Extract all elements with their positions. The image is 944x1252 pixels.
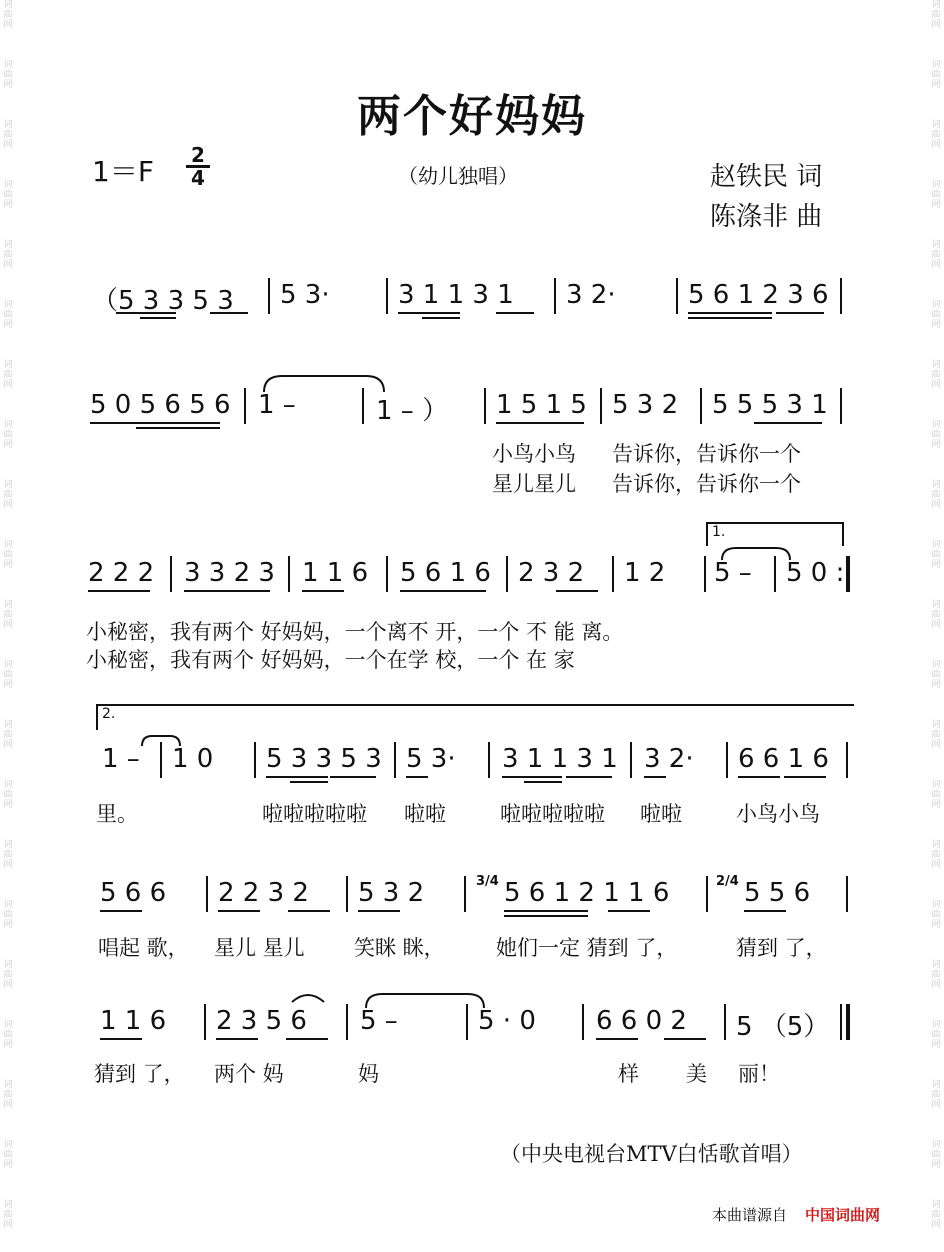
measure: 1 2 [624,558,666,588]
lyric: 妈 [358,1062,379,1086]
meter-change: 3/4 [476,874,499,889]
lyric: 告诉你，告诉你一个 [612,442,801,466]
watermark-text: 词 曲 网 [931,900,941,930]
measure: 3 1 1 3 1 [398,280,514,310]
staff-line-1 [0,270,944,350]
watermark-text: 词 曲 网 [3,240,13,270]
source-note: （中央电视台MTV白恬歌首唱） [500,1142,803,1166]
measure: 2 2 2 [88,558,155,588]
watermark-text: 词 曲 网 [931,1200,941,1230]
meter-change: 2/4 [716,874,739,889]
watermark-text: 词 曲 网 [3,960,13,990]
watermark-text: 词 曲 网 [3,720,13,750]
watermark-text: 词 曲 网 [3,780,13,810]
watermark-text: 词 曲 网 [931,60,941,90]
measure: 5 – [360,1006,398,1036]
measure: 5 3· [406,744,456,774]
watermark-text: 词 曲 网 [3,840,13,870]
measure: 5 0 : [786,558,845,588]
lyric: 样 [618,1062,639,1086]
lyric: 小鸟小鸟 [492,442,576,466]
watermark-text: 词 曲 网 [3,600,13,630]
measure: 5 · 0 [478,1006,536,1036]
measure: 1 5 1 5 [496,390,587,420]
measure: 5 3 2 [358,878,425,908]
watermark-text: 词 曲 网 [931,600,941,630]
staff-line-3 [0,520,944,670]
measure: 1 1 6 [302,558,369,588]
measure: 1 – ） [376,396,449,426]
lyric: 告诉你，告诉你一个 [612,472,801,496]
measure: 6 6 0 2 [596,1006,687,1036]
watermark-text: 词 曲 网 [3,360,13,390]
measure: 5 （5） [736,1012,830,1042]
lyric: 啦啦 [404,802,446,826]
key-signature: 1＝F [92,155,154,188]
watermark-text: 词 曲 网 [931,420,941,450]
watermark-text: 词 曲 网 [3,660,13,690]
staff-line-4 [0,700,944,830]
watermark-text: 词 曲 网 [3,1080,13,1110]
measure: 1 – [258,390,296,420]
measure: 3 2· [644,744,694,774]
lyric: 里。 [96,802,138,826]
watermark-text: 词 曲 网 [931,720,941,750]
lyric: 猜到 了， [94,1062,185,1086]
watermark-text: 词 曲 网 [931,780,941,810]
watermark-text: 词 曲 网 [931,1140,941,1170]
measure: 5 3 2 [612,390,679,420]
measure: （5 3 3 5 3 [92,286,234,316]
song-title: 两个好妈妈 [357,91,587,142]
watermark-text: 词 曲 网 [3,180,13,210]
lyric: 星儿 星儿 [214,936,305,960]
watermark-text: 词 曲 网 [3,420,13,450]
measure: 5 – [714,558,752,588]
lyric: 星儿星儿 [492,472,576,496]
lyric: 啦啦啦啦啦 [262,802,367,826]
watermark-text: 词 曲 网 [3,60,13,90]
credit-prefix: 本曲谱源自 [712,1206,788,1224]
watermark-text: 词 曲 网 [931,0,941,30]
lyric-verse-2: 小秘密，我有两个 好妈妈，一个在学 校，一个 在 家 [86,648,575,672]
measure: 6 6 1 6 [738,744,829,774]
watermark-text: 词 曲 网 [3,1200,13,1230]
lyric: 啦啦 [640,802,682,826]
lyric: 美 [686,1062,707,1086]
measure: 5 3 3 5 3 [266,744,382,774]
watermark-text: 词 曲 网 [931,1020,941,1050]
watermark-text: 词 曲 网 [931,360,941,390]
measure: 5 6 6 [100,878,167,908]
lyric: 笑眯 眯， [354,936,445,960]
lyric: 啦啦啦啦啦 [500,802,605,826]
lyricist: 赵铁民 词 [710,162,823,192]
measure: 5 6 1 2 3 6 [688,280,829,310]
measure: 5 6 1 6 [400,558,491,588]
measure: 3 3 2 3 [184,558,275,588]
measure: 5 5 6 [744,878,811,908]
watermark-text: 词 曲 网 [931,240,941,270]
staff-line-5 [0,868,944,968]
lyric: 丽！ [738,1062,780,1086]
watermark-text: 词 曲 网 [3,1140,13,1170]
measure: 1 – [102,744,140,774]
credit-site-link[interactable]: 中国词曲网 [805,1206,881,1224]
watermark-text: 词 曲 网 [931,300,941,330]
watermark-text: 词 曲 网 [3,900,13,930]
measure: 5 3· [280,280,330,310]
measure: 3 2· [566,280,616,310]
watermark-text: 词 曲 网 [3,540,13,570]
watermark-text: 词 曲 网 [931,120,941,150]
watermark-text: 词 曲 网 [931,480,941,510]
watermark-text: 词 曲 网 [931,1080,941,1110]
time-signature: 2 4 [186,146,210,187]
watermark-text: 词 曲 网 [3,0,13,30]
volta-1: 1. [712,524,726,540]
measure: 2 2 3 2 [218,878,309,908]
watermark-text: 词 曲 网 [3,1020,13,1050]
composer: 陈涤非 曲 [710,202,823,232]
measure: 2 3 5 6 [216,1006,307,1036]
performance-note: （幼儿独唱） [398,164,518,188]
lyric: 她们一定 猜到 了， [496,936,678,960]
measure: 5 5 5 3 1 [712,390,828,420]
measure: 5 0 5 6 5 6 [90,390,231,420]
measure: 2 3 2 [518,558,585,588]
credit [712,1204,880,1225]
measure: 5 6 1 2 1 1 6 [504,878,670,908]
staff-line-6 [0,994,944,1094]
watermark-text: 词 曲 网 [931,660,941,690]
watermark-text: 词 曲 网 [931,540,941,570]
measure: 1 0 [172,744,214,774]
volta-2: 2. [102,706,116,722]
lyric: 猜到 了， [736,936,827,960]
watermark-text: 词 曲 网 [931,840,941,870]
watermark-text: 词 曲 网 [931,180,941,210]
lyric: 两个 妈 [214,1062,284,1086]
watermark-text: 词 曲 网 [3,300,13,330]
watermark-text: 词 曲 网 [931,960,941,990]
measure: 3 1 1 3 1 [502,744,618,774]
watermark-text: 词 曲 网 [3,120,13,150]
lyric: 唱起 歌， [98,936,189,960]
lyric: 小鸟小鸟 [736,802,820,826]
watermark-text: 词 曲 网 [3,480,13,510]
measure: 1 1 6 [100,1006,167,1036]
lyric-verse-1: 小秘密，我有两个 好妈妈，一个离不 开，一个 不 能 离。 [86,620,624,644]
